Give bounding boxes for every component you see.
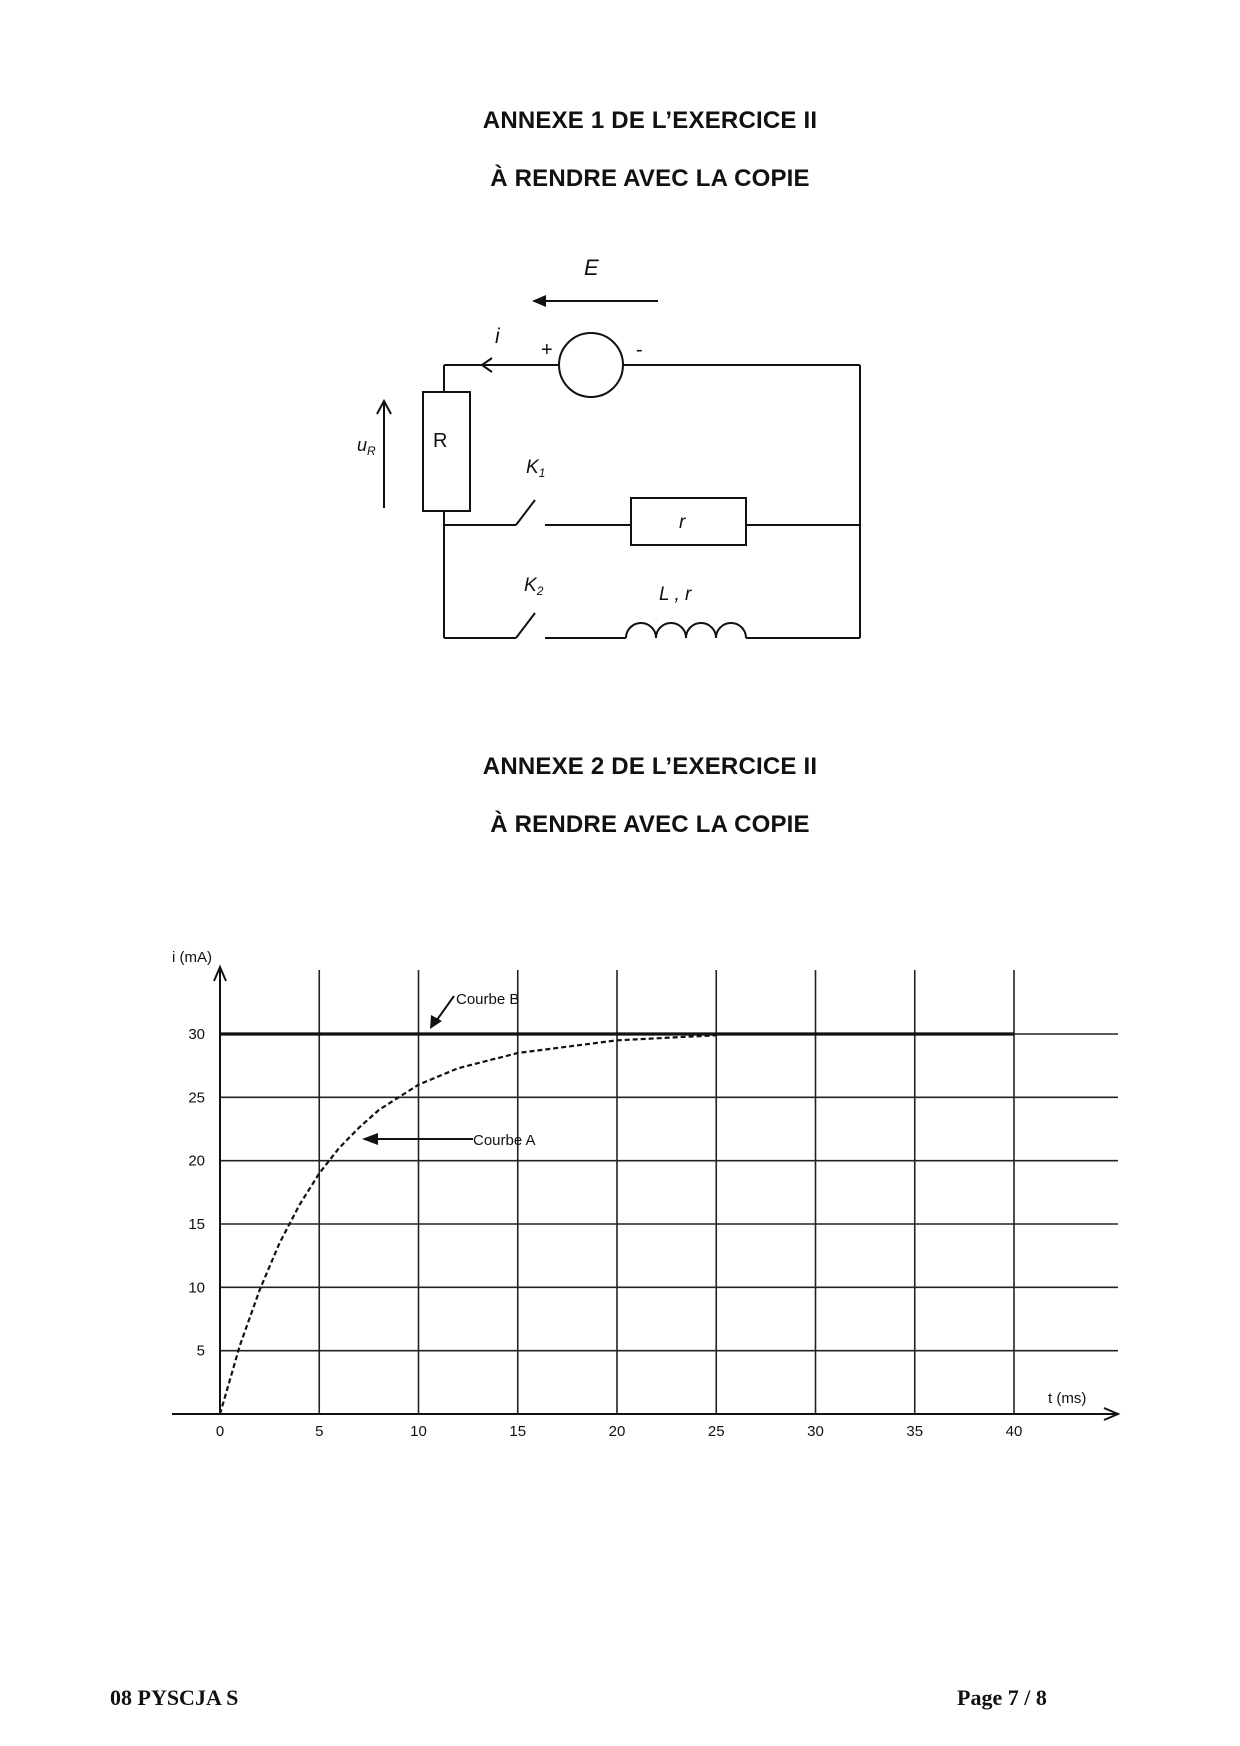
x-tick-label-0: 0 (215, 1423, 225, 1440)
minus-sign: - (636, 339, 643, 361)
annotation-courbe-b: Courbe B (456, 991, 520, 1008)
emf-arrowhead (532, 295, 546, 307)
x-tick-label-15: 15 (509, 1423, 527, 1440)
annexe1-subtitle: À RENDRE AVEC LA COPIE (490, 165, 810, 192)
y-tick-label-15: 15 (188, 1216, 205, 1233)
series-line-courbe-a (220, 1035, 716, 1414)
x-tick-label-20: 20 (608, 1423, 626, 1440)
x-tick-label-35: 35 (906, 1423, 924, 1440)
chart-axes (172, 967, 1118, 1420)
y-tick-label-20: 20 (188, 1152, 205, 1170)
y-axis-label: i (mA) (172, 949, 212, 966)
resistor-r-label: r (679, 512, 686, 533)
x-tick-label-40: 40 (1005, 1423, 1023, 1440)
y-tick-label-5: 5 (196, 1342, 205, 1360)
inductor-label: L , r (659, 584, 692, 605)
x-tick-label-5: 5 (315, 1423, 324, 1440)
annexe2-subtitle: À RENDRE AVEC LA COPIE (490, 811, 810, 838)
resistor-R-label: R (433, 430, 448, 452)
resistor-r (631, 498, 746, 545)
switch-k2-label: $K_2$ (524, 575, 544, 598)
x-tick-label-30: 30 (807, 1423, 824, 1440)
y-tick-label-25: 25 (188, 1089, 205, 1107)
switch-k1 (516, 500, 535, 525)
annotation-courbe-b-arrow (434, 996, 454, 1024)
x-axis-label: t (ms) (1048, 1390, 1087, 1407)
chart-ticks (188, 1026, 1022, 1440)
x-tick-label-25: 25 (707, 1423, 725, 1440)
resistor-R (423, 392, 470, 511)
annexe1-title: ANNEXE 1 DE L’EXERCICE II (482, 107, 818, 134)
plus-sign: + (541, 339, 553, 361)
emf-label: E (584, 255, 599, 280)
document-code: 08 PYSCJA S (110, 1685, 239, 1710)
chart-series (220, 1034, 1014, 1414)
voltage-arrowhead (377, 401, 391, 414)
voltage-label: $u_R$ (357, 435, 376, 458)
x-tick-label-10: 10 (410, 1423, 427, 1440)
y-tick-label-10: 10 (188, 1279, 205, 1297)
annotation-courbe-a: Courbe A (473, 1132, 536, 1149)
current-arrow (482, 358, 492, 372)
switch-k2 (516, 613, 535, 638)
chart-annotations (362, 991, 536, 1149)
x-axis-arrowhead (1104, 1408, 1118, 1420)
inductor-coil (626, 623, 746, 638)
annexe2-title: ANNEXE 2 DE L’EXERCICE II (482, 753, 818, 780)
switch-k1-label: $K_1$ (526, 457, 546, 480)
y-axis-arrowhead (214, 967, 226, 981)
y-tick-label-30: 30 (188, 1026, 205, 1043)
annotation-courbe-a-arrowhead (362, 1133, 378, 1145)
annotation-courbe-b-arrowhead (430, 1015, 442, 1029)
chart-grid (220, 970, 1118, 1414)
page-number: Page 7 / 8 (957, 1685, 1047, 1710)
current-label: i (495, 325, 500, 348)
voltage-source (559, 333, 623, 397)
